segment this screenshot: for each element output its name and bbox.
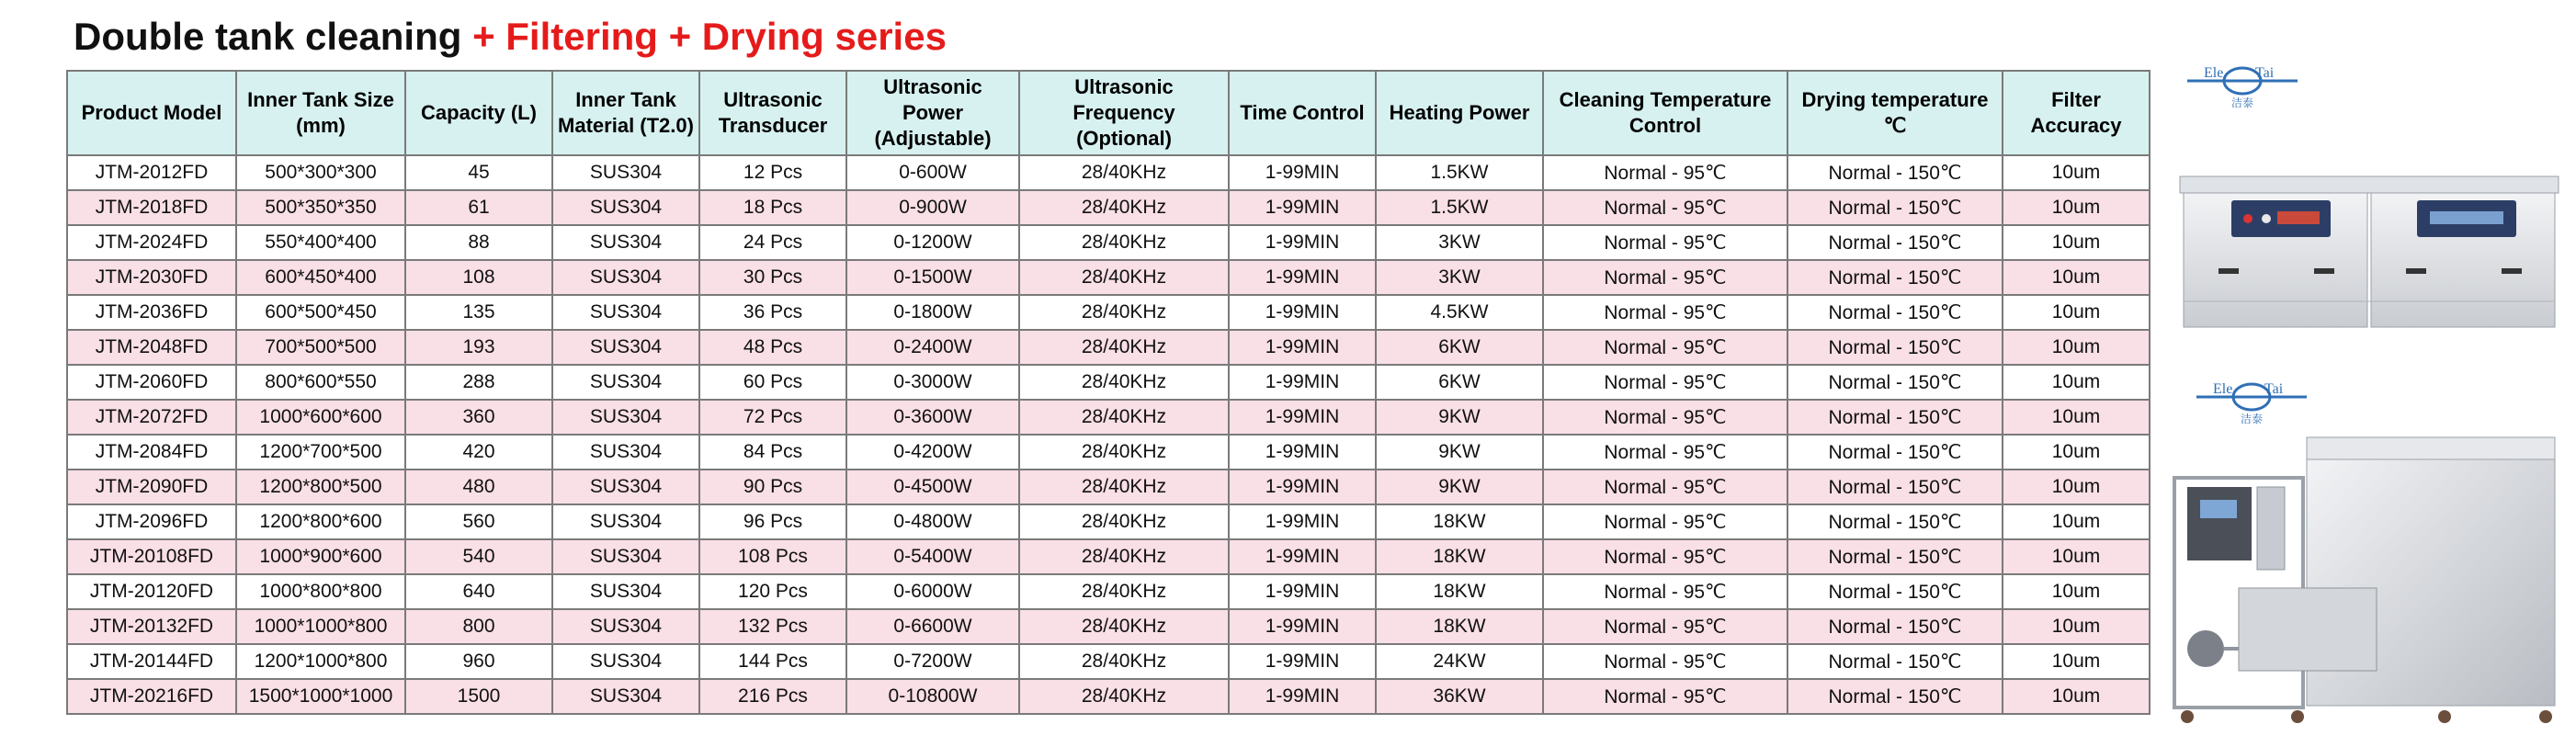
table-cell: 600*500*450 <box>236 295 405 330</box>
column-header: Filter Accuracy <box>2003 71 2150 155</box>
table-cell: Normal - 95℃ <box>1543 400 1787 435</box>
column-header: Ultrasonic Transducer <box>699 71 846 155</box>
table-row <box>67 679 2150 714</box>
table-cell: 960 <box>405 644 552 679</box>
table-cell: 216 Pcs <box>699 679 846 714</box>
table-cell: 120 Pcs <box>699 574 846 609</box>
table-cell: 1-99MIN <box>1229 470 1376 504</box>
table-cell: 0-1800W <box>846 295 1019 330</box>
column-header: Ultrasonic Power (Adjustable) <box>846 71 1019 155</box>
table-cell: Normal - 150℃ <box>1787 365 2003 400</box>
table-cell: SUS304 <box>552 609 699 644</box>
table-cell: 0-10800W <box>846 679 1019 714</box>
table-row <box>67 504 2150 539</box>
table-cell: 1.5KW <box>1376 190 1543 225</box>
table-cell: SUS304 <box>552 190 699 225</box>
table-cell: 288 <box>405 365 552 400</box>
table-cell: Normal - 150℃ <box>1787 679 2003 714</box>
table-cell: JTM-2018FD <box>67 190 236 225</box>
table-cell: 1200*700*500 <box>236 435 405 470</box>
logo-text-left: Ele <box>2213 381 2233 397</box>
table-cell: 6KW <box>1376 330 1543 365</box>
table-cell: 1-99MIN <box>1229 435 1376 470</box>
table-cell: SUS304 <box>552 504 699 539</box>
table-cell: Normal - 95℃ <box>1543 155 1787 190</box>
table-cell: JTM-20216FD <box>67 679 236 714</box>
table-cell: 30 Pcs <box>699 260 846 295</box>
table-row <box>67 155 2150 190</box>
table-cell: JTM-2090FD <box>67 470 236 504</box>
table-cell: SUS304 <box>552 155 699 190</box>
table-cell: Normal - 150℃ <box>1787 330 2003 365</box>
table-cell: 560 <box>405 504 552 539</box>
table-cell: 84 Pcs <box>699 435 846 470</box>
table-cell: 9KW <box>1376 435 1543 470</box>
table-cell: 60 Pcs <box>699 365 846 400</box>
filtering-drying-cleaner-image <box>2169 432 2564 730</box>
table-cell: 1-99MIN <box>1229 644 1376 679</box>
table-cell: 500*300*300 <box>236 155 405 190</box>
table-cell: 1200*800*600 <box>236 504 405 539</box>
table-cell: JTM-2060FD <box>67 365 236 400</box>
table-cell: 0-600W <box>846 155 1019 190</box>
table-cell: 1200*800*500 <box>236 470 405 504</box>
spec-table <box>66 70 2150 715</box>
table-cell: Normal - 95℃ <box>1543 260 1787 295</box>
table-cell: SUS304 <box>552 225 699 260</box>
table-cell: SUS304 <box>552 679 699 714</box>
table-cell: JTM-2030FD <box>67 260 236 295</box>
table-cell: 10um <box>2003 679 2150 714</box>
table-cell: JTM-20132FD <box>67 609 236 644</box>
table-cell: JTM-2036FD <box>67 295 236 330</box>
table-cell: 1-99MIN <box>1229 190 1376 225</box>
column-header: Capacity (L) <box>405 71 552 155</box>
table-cell: 45 <box>405 155 552 190</box>
table-cell: 480 <box>405 470 552 504</box>
table-row <box>67 295 2150 330</box>
table-cell: 1-99MIN <box>1229 504 1376 539</box>
product-images-panel <box>2169 0 2576 747</box>
table-cell: 28/40KHz <box>1019 190 1229 225</box>
table-cell: SUS304 <box>552 470 699 504</box>
column-header: Inner Tank Size (mm) <box>236 71 405 155</box>
column-header: Drying temperature ℃ <box>1787 71 2003 155</box>
table-cell: 28/40KHz <box>1019 609 1229 644</box>
table-cell: 1.5KW <box>1376 155 1543 190</box>
table-cell: 10um <box>2003 470 2150 504</box>
table-cell: 3KW <box>1376 225 1543 260</box>
table-body <box>67 155 2150 714</box>
table-cell: 0-3600W <box>846 400 1019 435</box>
table-cell: 1-99MIN <box>1229 539 1376 574</box>
table-cell: 1-99MIN <box>1229 260 1376 295</box>
table-cell: Normal - 95℃ <box>1543 365 1787 400</box>
table-cell: 10um <box>2003 155 2150 190</box>
table-cell: SUS304 <box>552 644 699 679</box>
table-cell: Normal - 95℃ <box>1543 679 1787 714</box>
table-cell: 0-7200W <box>846 644 1019 679</box>
column-header: Ultrasonic Frequency (Optional) <box>1019 71 1229 155</box>
table-cell: 18KW <box>1376 574 1543 609</box>
eletai-logo-icon <box>2196 375 2307 430</box>
table-cell: 10um <box>2003 330 2150 365</box>
table-cell: Normal - 150℃ <box>1787 644 2003 679</box>
table-cell: 90 Pcs <box>699 470 846 504</box>
table-cell: 0-6600W <box>846 609 1019 644</box>
table-cell: 10um <box>2003 365 2150 400</box>
table-cell: JTM-2048FD <box>67 330 236 365</box>
table-cell: Normal - 150℃ <box>1787 260 2003 295</box>
table-cell: 1500*1000*1000 <box>236 679 405 714</box>
table-cell: Normal - 95℃ <box>1543 644 1787 679</box>
table-cell: JTM-2072FD <box>67 400 236 435</box>
table-cell: 10um <box>2003 504 2150 539</box>
table-cell: SUS304 <box>552 365 699 400</box>
table-row <box>67 365 2150 400</box>
table-cell: Normal - 95℃ <box>1543 609 1787 644</box>
title-accent: + Filtering + Drying series <box>461 15 947 58</box>
table-row <box>67 609 2150 644</box>
logo-text-left: Ele <box>2204 65 2224 81</box>
table-cell: 420 <box>405 435 552 470</box>
table-cell: 28/40KHz <box>1019 539 1229 574</box>
table-cell: 48 Pcs <box>699 330 846 365</box>
table-cell: 96 Pcs <box>699 504 846 539</box>
table-cell: 10um <box>2003 539 2150 574</box>
table-row <box>67 470 2150 504</box>
table-cell: 10um <box>2003 295 2150 330</box>
table-cell: 0-4200W <box>846 435 1019 470</box>
table-cell: 10um <box>2003 190 2150 225</box>
table-row <box>67 574 2150 609</box>
table-cell: 0-5400W <box>846 539 1019 574</box>
table-cell: 1-99MIN <box>1229 330 1376 365</box>
table-cell: 28/40KHz <box>1019 155 1229 190</box>
table-cell: 28/40KHz <box>1019 470 1229 504</box>
table-cell: 108 <box>405 260 552 295</box>
table-cell: Normal - 150℃ <box>1787 190 2003 225</box>
table-cell: 28/40KHz <box>1019 330 1229 365</box>
table-cell: SUS304 <box>552 295 699 330</box>
table-cell: Normal - 150℃ <box>1787 400 2003 435</box>
table-cell: 18KW <box>1376 609 1543 644</box>
table-cell: 540 <box>405 539 552 574</box>
column-header: Inner Tank Material (T2.0) <box>552 71 699 155</box>
table-cell: 360 <box>405 400 552 435</box>
table-cell: Normal - 150℃ <box>1787 155 2003 190</box>
table-cell: 9KW <box>1376 470 1543 504</box>
table-cell: 28/40KHz <box>1019 435 1229 470</box>
table-cell: 28/40KHz <box>1019 644 1229 679</box>
table-cell: 9KW <box>1376 400 1543 435</box>
table-cell: 800 <box>405 609 552 644</box>
table-cell: 28/40KHz <box>1019 574 1229 609</box>
logo-text-right: Tai <box>2255 65 2275 81</box>
column-header: Cleaning Temperature Control <box>1543 71 1787 155</box>
table-row <box>67 644 2150 679</box>
table-row <box>67 225 2150 260</box>
table-cell: 700*500*500 <box>236 330 405 365</box>
table-cell: Normal - 150℃ <box>1787 470 2003 504</box>
table-row <box>67 400 2150 435</box>
table-cell: 1000*900*600 <box>236 539 405 574</box>
table-cell: 10um <box>2003 609 2150 644</box>
table-cell: 132 Pcs <box>699 609 846 644</box>
table-cell: JTM-2012FD <box>67 155 236 190</box>
table-cell: 0-4500W <box>846 470 1019 504</box>
column-header: Product Model <box>67 71 236 155</box>
table-cell: Normal - 150℃ <box>1787 574 2003 609</box>
column-header: Heating Power <box>1376 71 1543 155</box>
table-row <box>67 330 2150 365</box>
table-cell: SUS304 <box>552 574 699 609</box>
table-cell: Normal - 150℃ <box>1787 539 2003 574</box>
table-cell: Normal - 95℃ <box>1543 225 1787 260</box>
table-cell: Normal - 150℃ <box>1787 225 2003 260</box>
table-cell: 28/40KHz <box>1019 400 1229 435</box>
page-title <box>74 9 947 64</box>
table-cell: 28/40KHz <box>1019 295 1229 330</box>
table-cell: SUS304 <box>552 400 699 435</box>
table-cell: 0-1200W <box>846 225 1019 260</box>
table-cell: 10um <box>2003 644 2150 679</box>
table-cell: 1-99MIN <box>1229 609 1376 644</box>
table-cell: 108 Pcs <box>699 539 846 574</box>
table-cell: SUS304 <box>552 539 699 574</box>
table-cell: 500*350*350 <box>236 190 405 225</box>
table-cell: JTM-2096FD <box>67 504 236 539</box>
table-cell: 1000*800*800 <box>236 574 405 609</box>
table-cell: 24KW <box>1376 644 1543 679</box>
table-cell: 18KW <box>1376 539 1543 574</box>
table-cell: 28/40KHz <box>1019 365 1229 400</box>
table-cell: 1-99MIN <box>1229 400 1376 435</box>
table-cell: Normal - 95℃ <box>1543 574 1787 609</box>
table-cell: 61 <box>405 190 552 225</box>
table-cell: 1-99MIN <box>1229 679 1376 714</box>
table-cell: 144 Pcs <box>699 644 846 679</box>
table-cell: 135 <box>405 295 552 330</box>
table-cell: 28/40KHz <box>1019 504 1229 539</box>
table-row <box>67 190 2150 225</box>
table-cell: Normal - 150℃ <box>1787 504 2003 539</box>
table-row <box>67 435 2150 470</box>
table-cell: 28/40KHz <box>1019 225 1229 260</box>
table-cell: 36KW <box>1376 679 1543 714</box>
table-cell: 800*600*550 <box>236 365 405 400</box>
table-cell: 24 Pcs <box>699 225 846 260</box>
table-cell: JTM-2084FD <box>67 435 236 470</box>
table-cell: 28/40KHz <box>1019 679 1229 714</box>
logo-text-right: Tai <box>2264 381 2284 397</box>
table-cell: 18 Pcs <box>699 190 846 225</box>
table-cell: JTM-2024FD <box>67 225 236 260</box>
table-cell: Normal - 150℃ <box>1787 435 2003 470</box>
table-cell: 1500 <box>405 679 552 714</box>
table-cell: 4.5KW <box>1376 295 1543 330</box>
table-cell: 10um <box>2003 225 2150 260</box>
table-cell: 1000*600*600 <box>236 400 405 435</box>
table-cell: SUS304 <box>552 330 699 365</box>
logo-text-cn: 洁泰 <box>2241 413 2264 425</box>
table-cell: 10um <box>2003 260 2150 295</box>
table-cell: 0-3000W <box>846 365 1019 400</box>
table-cell: 88 <box>405 225 552 260</box>
table-cell: JTM-20120FD <box>67 574 236 609</box>
table-cell: Normal - 150℃ <box>1787 295 2003 330</box>
table-cell: 1-99MIN <box>1229 295 1376 330</box>
table-row <box>67 260 2150 295</box>
table-cell: Normal - 150℃ <box>1787 609 2003 644</box>
table-cell: 18KW <box>1376 504 1543 539</box>
table-cell: Normal - 95℃ <box>1543 435 1787 470</box>
table-cell: 3KW <box>1376 260 1543 295</box>
table-cell: SUS304 <box>552 435 699 470</box>
table-cell: 1000*1000*800 <box>236 609 405 644</box>
table-cell: 0-900W <box>846 190 1019 225</box>
table-cell: 0-2400W <box>846 330 1019 365</box>
table-cell: 6KW <box>1376 365 1543 400</box>
table-cell: 36 Pcs <box>699 295 846 330</box>
table-cell: 10um <box>2003 574 2150 609</box>
logo-text-cn: 洁泰 <box>2231 96 2254 109</box>
table-cell: 10um <box>2003 400 2150 435</box>
column-header: Time Control <box>1229 71 1376 155</box>
table-cell: Normal - 95℃ <box>1543 295 1787 330</box>
eletai-logo-icon <box>2187 59 2298 114</box>
table-cell: 12 Pcs <box>699 155 846 190</box>
table-cell: JTM-20144FD <box>67 644 236 679</box>
table-cell: 72 Pcs <box>699 400 846 435</box>
table-cell: 10um <box>2003 435 2150 470</box>
table-cell: 640 <box>405 574 552 609</box>
table-cell: 1200*1000*800 <box>236 644 405 679</box>
table-cell: SUS304 <box>552 260 699 295</box>
table-cell: 0-1500W <box>846 260 1019 295</box>
table-cell: 550*400*400 <box>236 225 405 260</box>
table-cell: JTM-20108FD <box>67 539 236 574</box>
table-cell: 1-99MIN <box>1229 365 1376 400</box>
table-cell: 1-99MIN <box>1229 225 1376 260</box>
table-cell: Normal - 95℃ <box>1543 470 1787 504</box>
table-cell: 193 <box>405 330 552 365</box>
table-cell: 28/40KHz <box>1019 260 1229 295</box>
table-row <box>67 539 2150 574</box>
table-cell: Normal - 95℃ <box>1543 504 1787 539</box>
double-tank-cleaner-image <box>2176 173 2562 341</box>
table-cell: Normal - 95℃ <box>1543 539 1787 574</box>
table-cell: Normal - 95℃ <box>1543 190 1787 225</box>
title-main: Double tank cleaning <box>74 15 462 58</box>
table-cell: 1-99MIN <box>1229 574 1376 609</box>
table-cell: 1-99MIN <box>1229 155 1376 190</box>
table-cell: Normal - 95℃ <box>1543 330 1787 365</box>
table-cell: 0-4800W <box>846 504 1019 539</box>
table-cell: 0-6000W <box>846 574 1019 609</box>
table-header-row <box>67 71 2150 155</box>
table-cell: 600*450*400 <box>236 260 405 295</box>
